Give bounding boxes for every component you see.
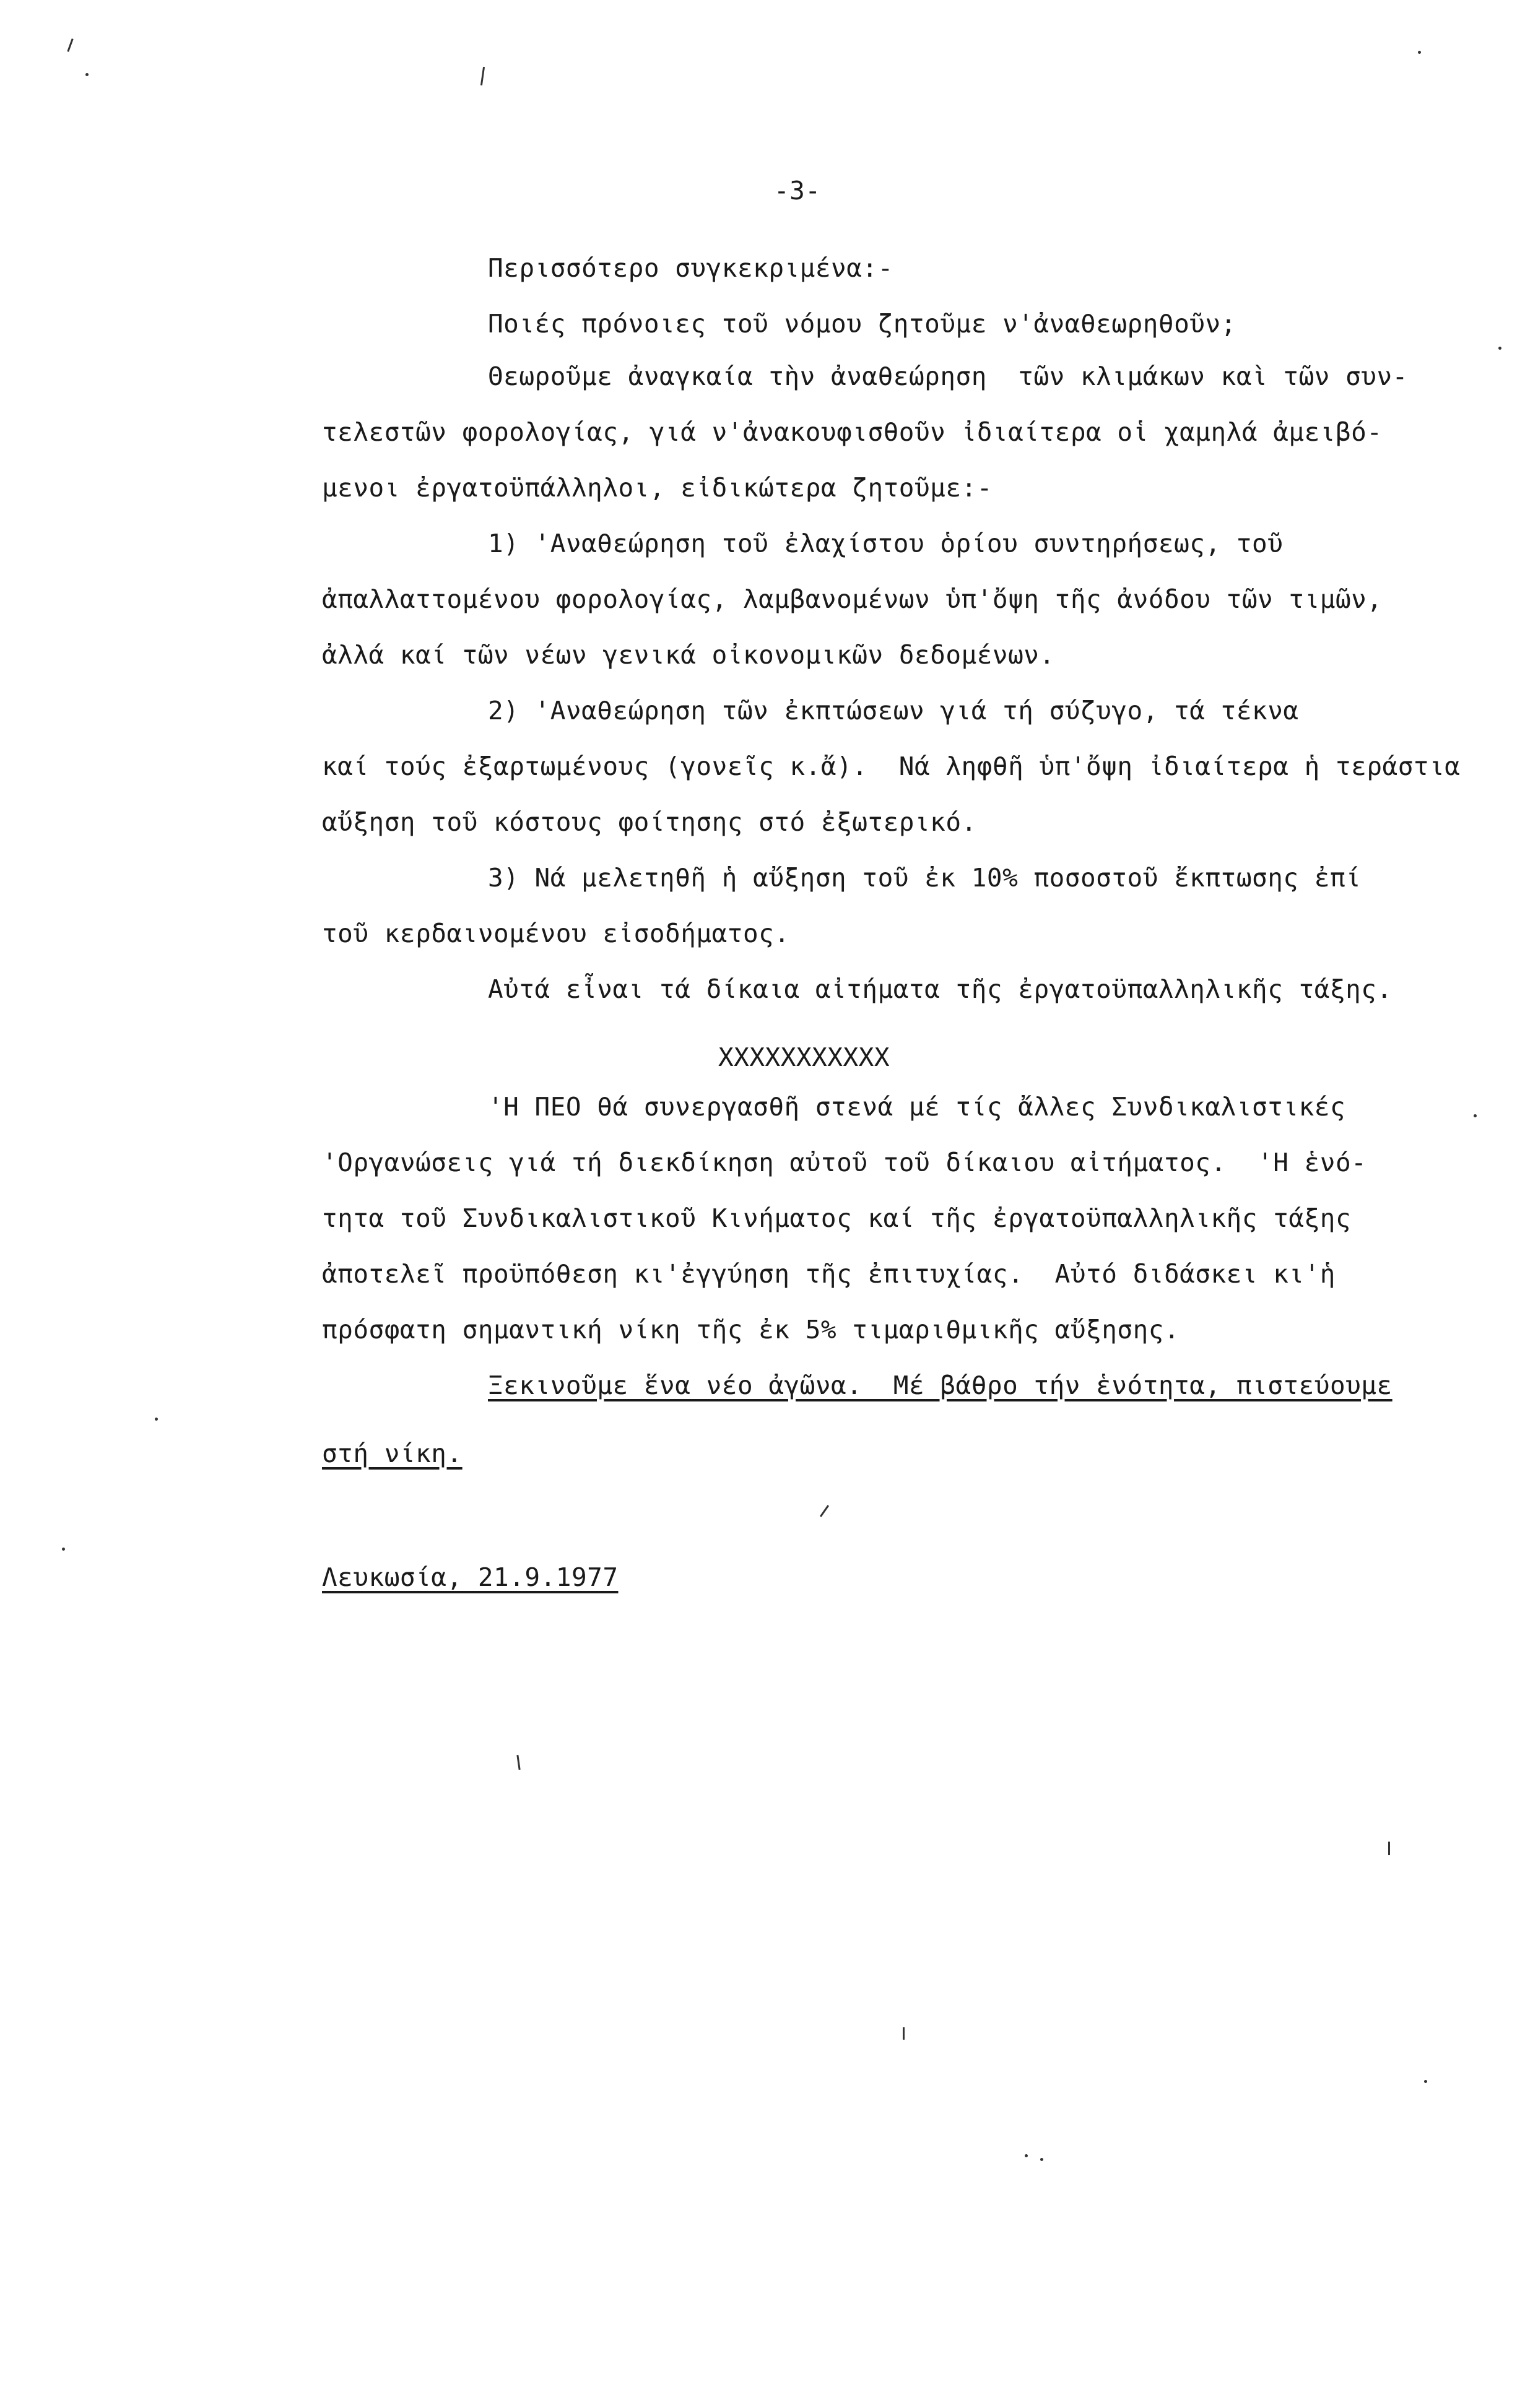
scan-mark (516, 1755, 520, 1770)
text-line: τητα τοῦ Συνδικαλιστικοῦ Κινήματος καί τῆς ἐργατοϋπαλληλικῆς τάξης (322, 1203, 1352, 1233)
scan-speck (1498, 347, 1501, 350)
closing-statement: Ξεκινοῦμε ἕνα νέο ἀγῶνα. Μέ βάθρο τήν ἑνότητα, πιστεύουμε (488, 1371, 1392, 1400)
scan-speck (1040, 2158, 1043, 2161)
scan-mark (820, 1505, 829, 1517)
text-line: ἀπαλλαττομένου φορολογίας, λαμβανομένων ὑπ'ὄψη τῆς ἀνόδου τῶν τιμῶν, (322, 584, 1383, 614)
scan-speck (1474, 1114, 1477, 1117)
scan-speck (62, 1548, 65, 1551)
text-line: πρόσφατη σημαντική νίκη τῆς ἐκ 5% τιμαριθμικῆς αὔξησης. (322, 1315, 1180, 1345)
scan-speck (1418, 51, 1421, 54)
scan-mark (480, 67, 485, 85)
scan-speck (85, 73, 89, 76)
text-line: 1) 'Αναθεώρηση τοῦ ἐλαχίστου ὁρίου συντηρήσεως, τοῦ (488, 529, 1284, 558)
place-date: Λευκωσία, 21.9.1977 (322, 1562, 619, 1592)
text-line: καί τούς ἐξαρτωμένους (γονεῖς κ.ἄ). Νά ληφθῆ ὑπ'ὄψη ἰδιαίτερα ἡ τεράστια (322, 751, 1461, 781)
scan-speck (155, 1418, 158, 1421)
separator-text: XXXXXXXXXXX (718, 1042, 890, 1072)
page-number: -3- (774, 176, 821, 206)
text-line: 'Οργανώσεις γιά τή διεκδίκηση αὐτοῦ τοῦ δίκαιου αἰτήματος. 'Η ἑνό- (322, 1148, 1367, 1177)
scan-speck (1025, 2154, 1028, 2157)
scan-mark (67, 38, 73, 52)
closing-statement-end: στή νίκη. (322, 1439, 463, 1468)
text-line: ἀλλά καί τῶν νέων γενικά οἰκονομικῶν δεδομένων. (322, 640, 1055, 670)
text-line: τοῦ κερδαινομένου εἰσοδήματος. (322, 919, 790, 948)
scan-mark (1388, 1842, 1390, 1855)
text-line: τελεστῶν φορολογίας, γιά ν'ἀνακουφισθοῦν ἰδιαίτερα οἱ χαμηλά ἀμειβό- (322, 417, 1383, 447)
scan-speck (1424, 2080, 1427, 2083)
text-line: αὔξηση τοῦ κόστους φοίτησης στό ἐξωτερικό. (322, 807, 977, 837)
text-line: ἀποτελεῖ προϋπόθεση κι'ἐγγύηση τῆς ἐπιτυχίας. Αὐτό διδάσκει κι'ἡ (322, 1259, 1336, 1289)
text-line: 'Η ΠΕΟ θά συνεργασθῆ στενά μέ τίς ἄλλες Συνδικαλιστικές (488, 1092, 1346, 1122)
text-line: Αὐτά εἶναι τά δίκαια αἰτήματα τῆς ἐργατοϋπαλληλικῆς τάξης. (488, 974, 1392, 1004)
text-line: μενοι ἐργατοϋπάλληλοι, εἰδικώτερα ζητοῦμε:- (322, 473, 993, 503)
text-line: Περισσότερο συγκεκριμένα:- (488, 253, 893, 283)
text-line: Ποιές πρόνοιες τοῦ νόμου ζητοῦμε ν'ἀναθεωρηθοῦν; (488, 309, 1236, 339)
text-line: 2) 'Αναθεώρηση τῶν ἐκπτώσεων γιά τή σύζυγο, τά τέκνα (488, 696, 1299, 725)
text-line: Θεωροῦμε ἀναγκαία τὴν ἀναθεώρηση τῶν κλιμάκων καὶ τῶν συν- (488, 362, 1408, 391)
scan-mark (903, 2027, 905, 2040)
text-line: 3) Νά μελετηθῆ ἡ αὔξηση τοῦ ἐκ 10% ποσοστοῦ ἔκπτωσης ἐπί (488, 863, 1362, 893)
